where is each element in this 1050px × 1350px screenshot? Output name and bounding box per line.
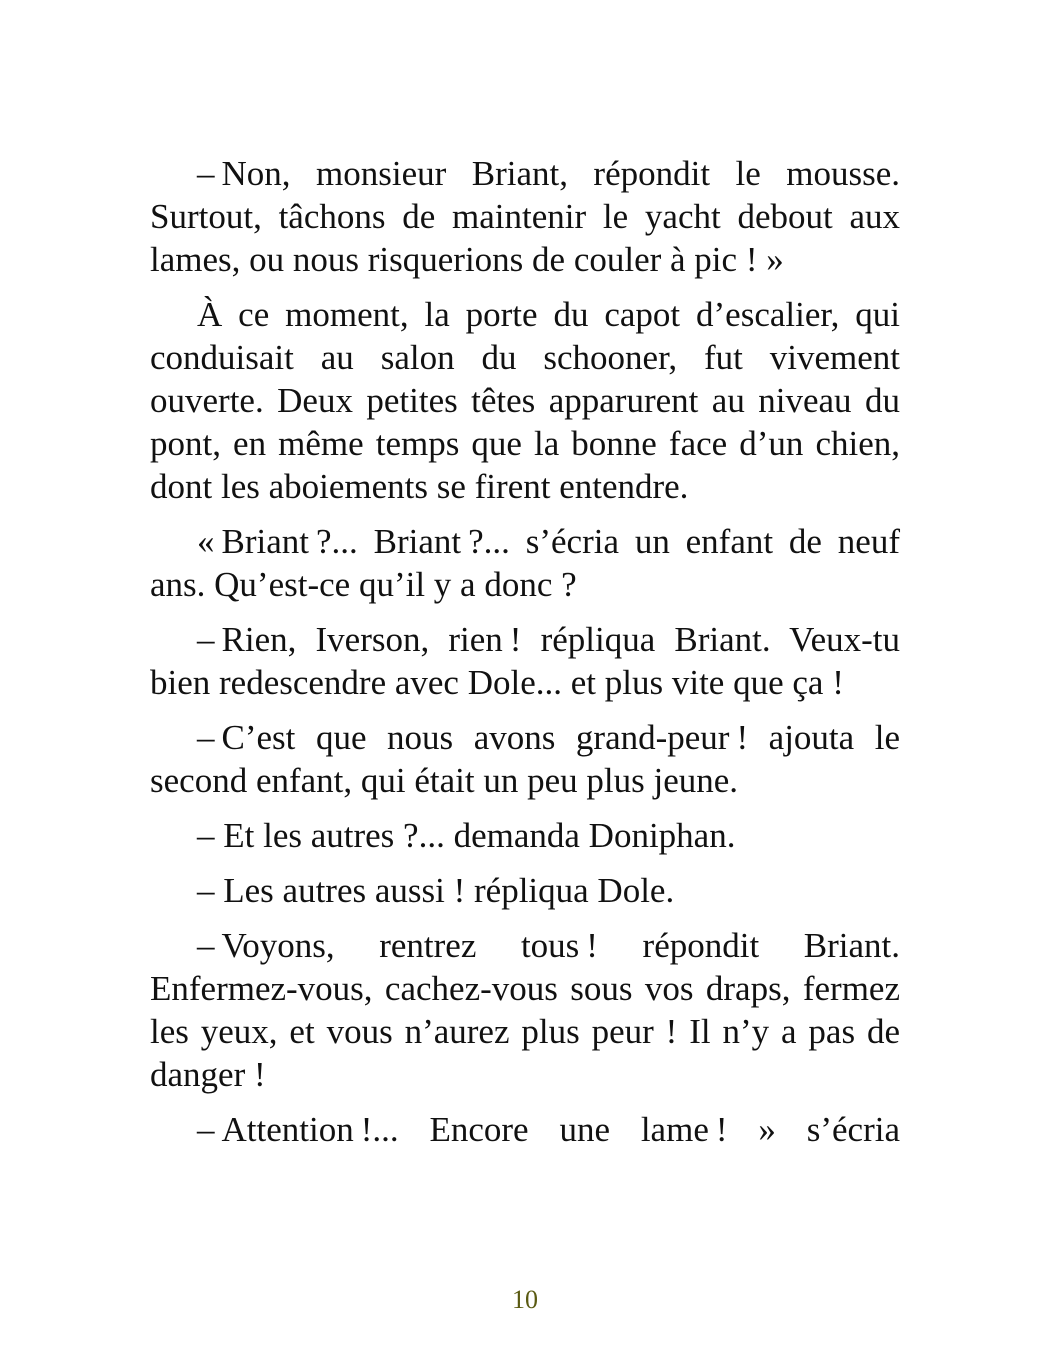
paragraph-5: – C’est que nous avons grand-peur ! ajouta le second enfant, qui était un peu plus jeune. xyxy=(150,718,900,800)
paragraph-9: – Attention !... Encore une lame ! » s’écria xyxy=(197,1110,900,1149)
paragraph-6: – Et les autres ?... demanda Doniphan. xyxy=(197,816,736,855)
paragraph-4: – Rien, Iverson, rien ! répliqua Briant. Veux-tu bien redescendre avec Dole... et plus vite que ça ! xyxy=(150,620,900,702)
paragraph-1: – Non, monsieur Briant, répondit le mousse. Surtout, tâchons de maintenir le yacht debout aux lames, ou nous risquerions de couler à pic ! » xyxy=(150,154,900,279)
page-number: 10 xyxy=(512,1285,538,1314)
paragraph-2: À ce moment, la porte du capot d’escalier, qui conduisait au salon du schooner, fut vivement ouverte. Deux petites têtes apparurent au niveau du pont, en même temps que la bonne face d’un chien, dont les aboiements se firent entendre. xyxy=(150,295,900,506)
page-body xyxy=(150,152,900,1151)
paragraph-3: « Briant ?... Briant ?... s’écria un enfant de neuf ans. Qu’est-ce qu’il y a donc ? xyxy=(150,522,900,604)
paragraph-8: – Voyons, rentrez tous ! répondit Briant. Enfermez-vous, cachez-vous sous vos draps, fermez les yeux, et vous n’aurez plus peur ! Il n’y a pas de danger ! xyxy=(150,926,900,1094)
paragraph-7: – Les autres aussi ! répliqua Dole. xyxy=(197,871,675,910)
